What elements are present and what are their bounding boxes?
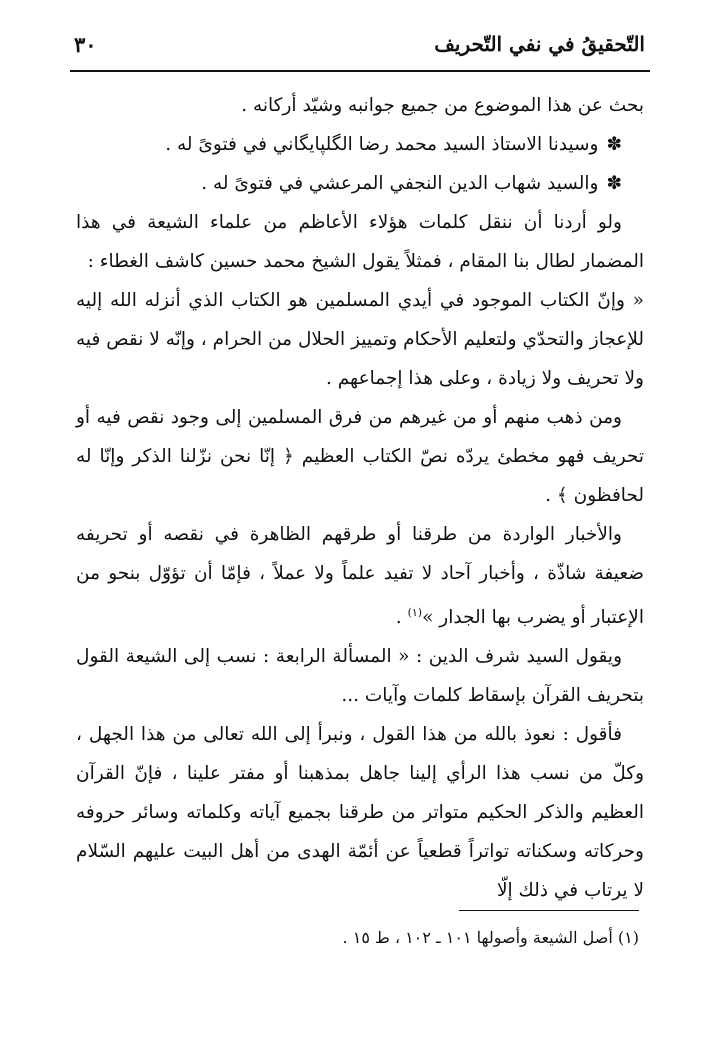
page-header: [70, 28, 645, 68]
footnote-reference[interactable]: (١): [407, 606, 423, 619]
body-text: [76, 86, 644, 910]
paragraph-text: وسيدنا الاستاذ السيد محمد رضا الگلپايگاني في فتوىً له .: [165, 134, 599, 155]
quote-paragraph: [76, 281, 644, 398]
bullet-paragraph: [76, 164, 644, 203]
paragraph-text: فأقول : نعوذ بالله من هذا القول ، ونبرأ إلى الله تعالى من هذا الجهل ، وكلّ من نسب هذا الرأي إلينا جاهل بمذهبنا أو مفتر علينا ، فإنّ القرآن العظيم والذكر الحكيم متواتر من طرقنا بجميع آياته وكلماته وسائر حروفه وحركاته وسكناته تواتراً قطعياً عن أئمّة الهدى من أهل البيت عليهم السّلام لا يرتاب في ذلك إلّا: [76, 724, 644, 902]
paragraph: [76, 203, 644, 281]
paragraph-text: بحث عن هذا الموضوع من جميع جوانبه وشيّد أركانه .: [241, 95, 644, 116]
paragraph: [76, 86, 644, 125]
period: .: [395, 607, 402, 629]
bullet-paragraph: [76, 125, 644, 164]
paragraph-text: ولو أردنا أن ننقل كلمات هؤلاء الأعاظم من علماء الشيعة في هذا المضمار لطال بنا المقام ، فمثلاً يقول الشيخ محمد حسين كاشف الغطاء :: [76, 212, 644, 272]
footnote-text: (١) أصل الشيعة وأصولها ١٠١ ـ ١٠٢ ، ط ١٥ .: [342, 928, 639, 947]
paragraph-text: « وإنّ الكتاب الموجود في أيدي المسلمين هو الكتاب الذي أنزله الله إليه للإعجاز والتحدّي ولتعليم الأحكام وتمييز الحلال من الحرام ، وإنّه لا نقص فيه ولا تحريف ولا زيادة ، وعلى هذا إجماعهم .: [76, 290, 644, 389]
paragraph-text: ويقول السيد شرف الدين : « المسألة الرابعة : نسب إلى الشيعة القول بتحريف القرآن بإسقاط كلمات وآيات ...: [76, 646, 644, 707]
paragraph: [76, 515, 644, 637]
footnote-rule: [459, 910, 639, 911]
paragraph: [76, 637, 644, 715]
bullet-icon: ✽: [606, 134, 622, 155]
bullet-icon: ✽: [606, 173, 622, 194]
running-title: التّحقيقُ في نفي التّحريف: [434, 32, 645, 56]
paragraph-text: والأخبار الواردة من طرقنا أو طرقهم الظاهرة في نقصه أو تحريفه ضعيفة شاذّة ، وأخبار آحاد لا تفيد علماً ولا عملاً ، فإمّا أن تؤوّل بنحو من الإعتبار أو يضرب بها الجدار »: [76, 524, 644, 629]
footnote: [71, 925, 639, 951]
paragraph: [76, 398, 644, 515]
paragraph-text: والسيد شهاب الدين النجفي المرعشي في فتوىً له .: [201, 173, 599, 194]
header-rule: [70, 70, 650, 72]
page-number: ٣٠: [74, 32, 97, 57]
paragraph-text: ومن ذهب منهم أو من غيرهم من فرق المسلمين إلى وجود نقص فيه أو تحريف فهو مخطئ يردّه نصّ الكتاب العظيم ﴿ إنّا نحن نزّلنا الذكر وإنّا له لحافظون ﴾ .: [76, 407, 644, 506]
paragraph: [76, 715, 644, 910]
